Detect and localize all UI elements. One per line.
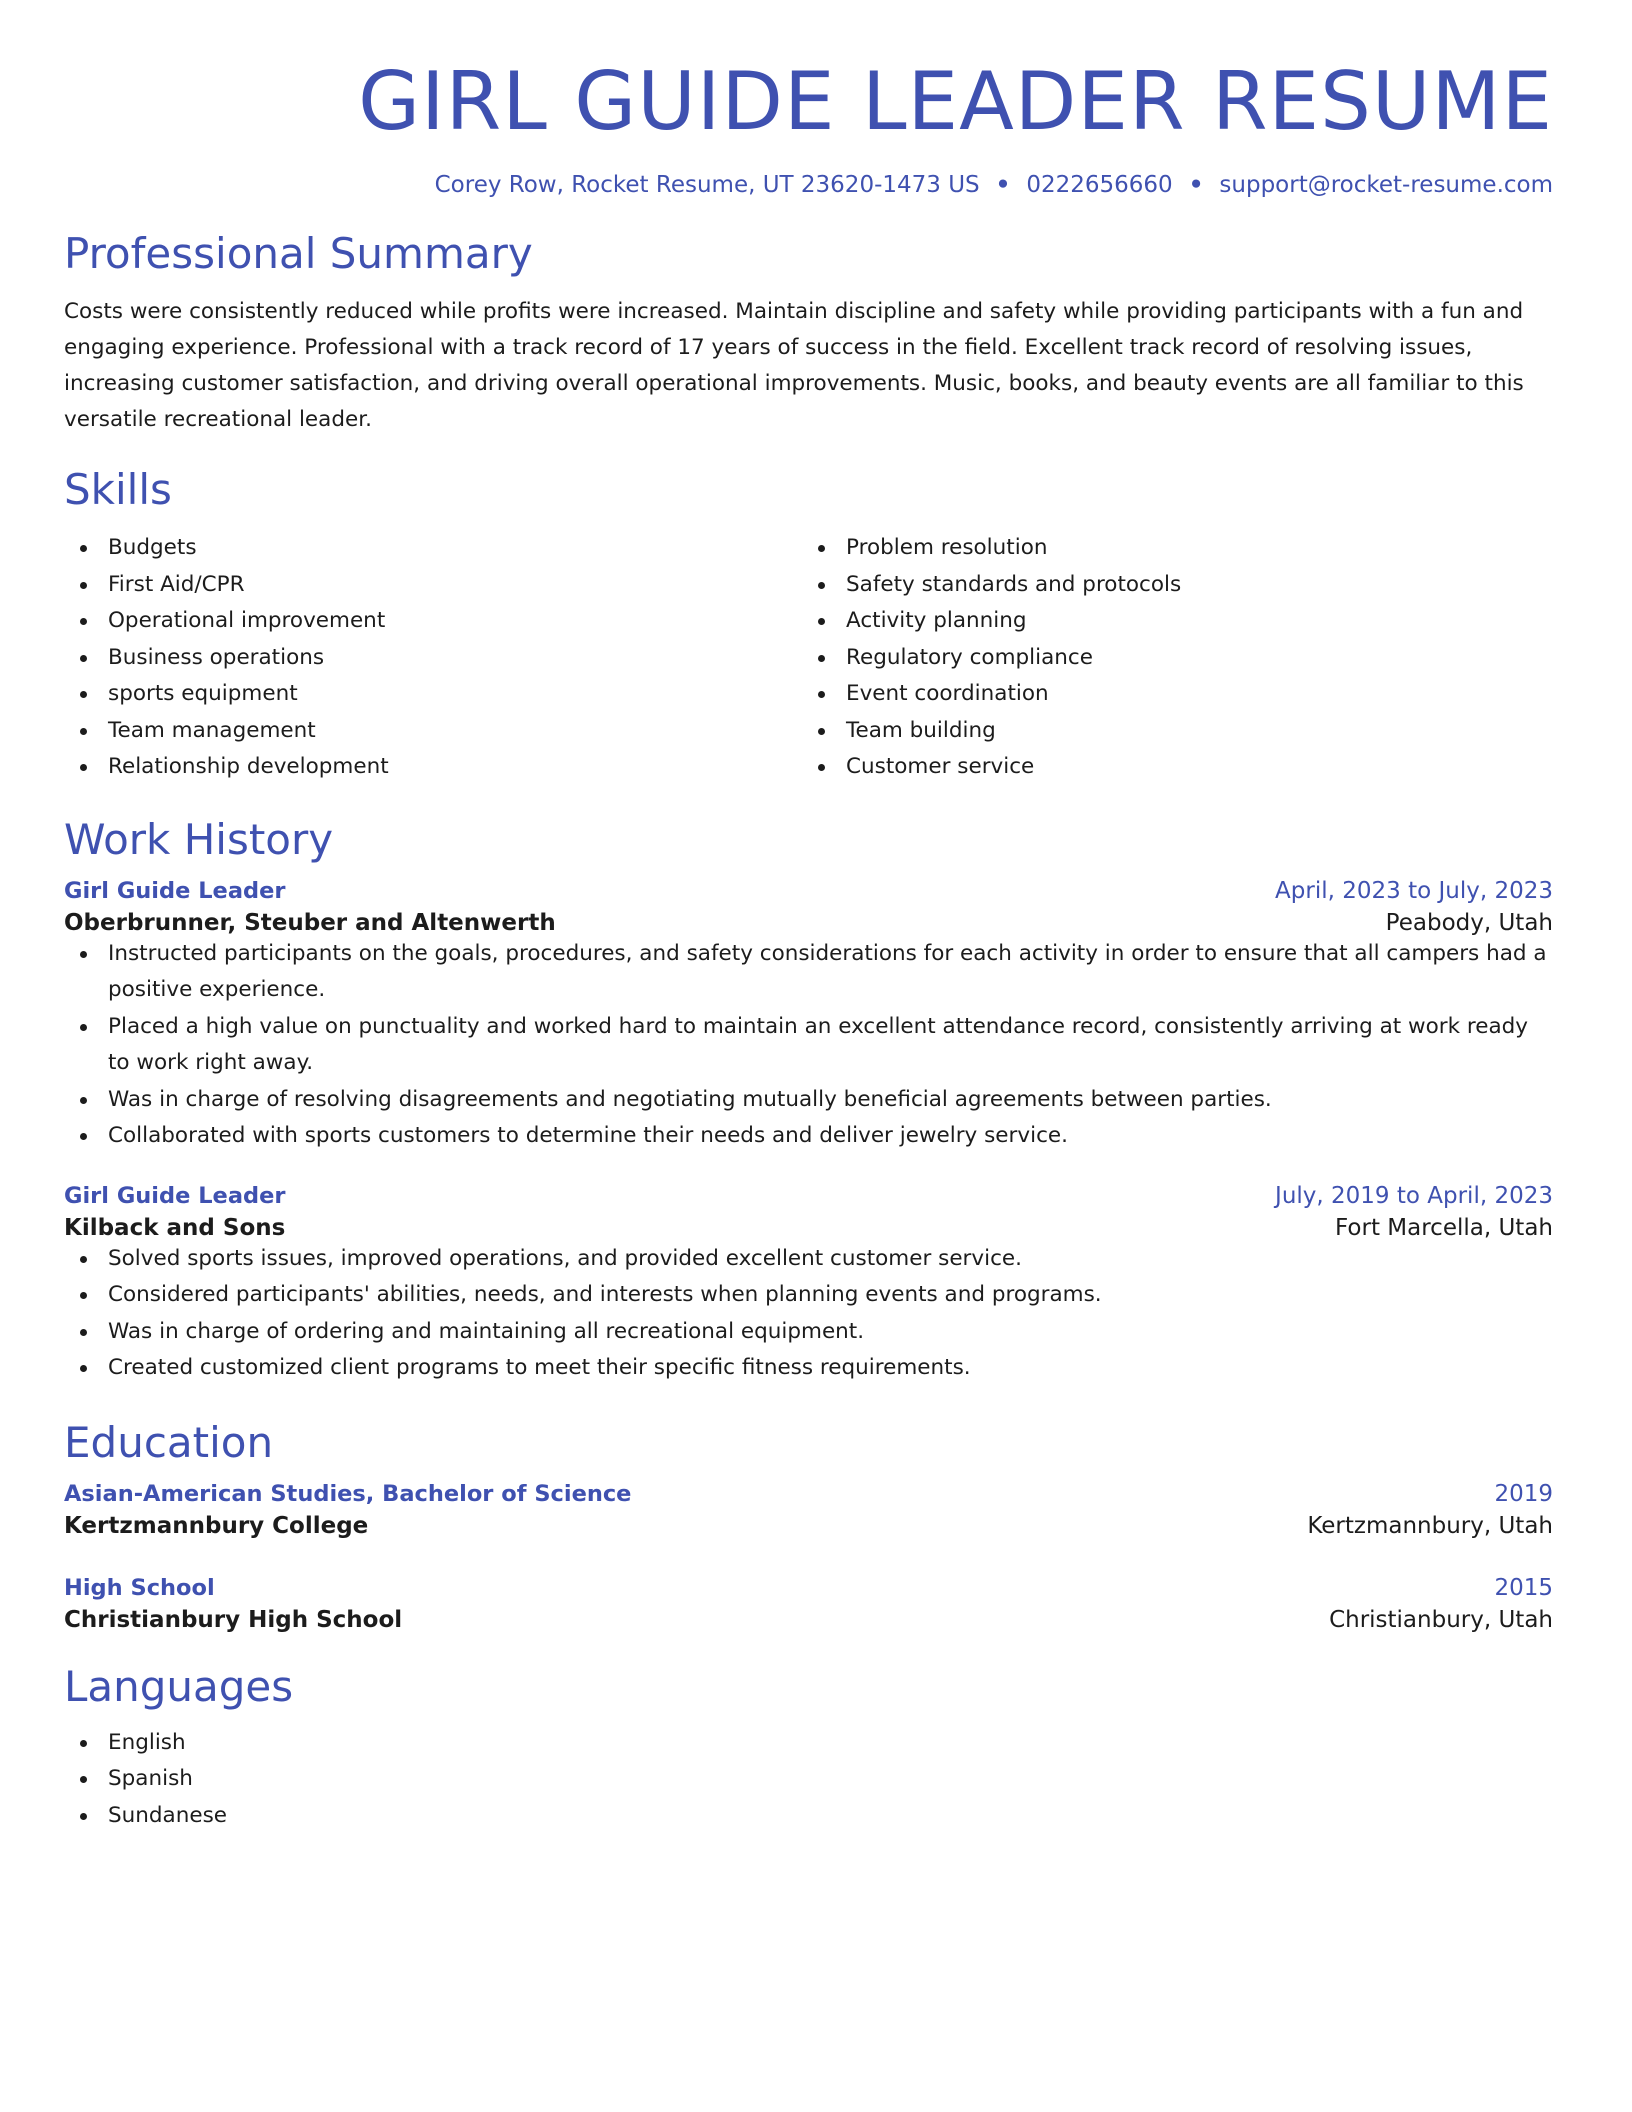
language-item: Spanish <box>64 1761 1553 1798</box>
resume-title: GIRL GUIDE LEADER RESUME <box>358 55 1553 148</box>
resume-header <box>64 52 1553 198</box>
work-history-heading: Work History <box>64 814 334 864</box>
job-bullet: Placed a high value on punctuality and worked hard to maintain an excellent attendance record, consistently arriving at work ready to work right away. <box>64 1009 1553 1082</box>
job-dates: July, 2019 to April, 2023 <box>1275 1182 1553 1209</box>
education-school-row <box>64 1607 1553 1633</box>
job-bullet: Was in charge of resolving disagreements and negotiating mutually beneficial agreements between parties. <box>64 1082 1553 1119</box>
job-bullet: Collaborated with sports customers to determine their needs and deliver jewelry service. <box>64 1118 1553 1155</box>
job-company-row <box>64 910 1553 936</box>
education-degree: High School <box>64 1574 215 1601</box>
job-title: Girl Guide Leader <box>64 1182 286 1209</box>
education-location: Christianbury, Utah <box>1329 1606 1553 1633</box>
skill-item: Safety standards and protocols <box>802 567 1540 604</box>
job-bullet: Was in charge of ordering and maintaining all recreational equipment. <box>64 1314 1553 1351</box>
skill-item: First Aid/CPR <box>64 567 802 604</box>
summary-section <box>64 228 1553 438</box>
job-bullets <box>64 936 1553 1155</box>
skill-item: Problem resolution <box>802 530 1540 567</box>
job-bullet: Instructed participants on the goals, procedures, and safety considerations for each activity in order to ensure that all campers had a positive experience. <box>64 936 1553 1009</box>
skill-item: Activity planning <box>802 603 1540 640</box>
job-company: Kilback and Sons <box>64 1214 286 1241</box>
education-location: Kertzmannbury, Utah <box>1307 1512 1553 1539</box>
skill-item: Relationship development <box>64 749 802 786</box>
job-entry <box>64 878 1553 1155</box>
skills-grid <box>64 530 1553 786</box>
job-bullet: Created customized client programs to meet their specific fitness requirements. <box>64 1350 1553 1387</box>
education-heading: Education <box>64 1417 274 1467</box>
skill-item: Operational improvement <box>64 603 802 640</box>
job-title-row <box>64 878 1553 904</box>
contact-line <box>64 172 1553 198</box>
skills-section <box>64 464 1553 786</box>
summary-text: Costs were consistently reduced while profits were increased. Maintain discipline and safety while providing participants with a fun and engaging experience. Professional with a track record of 17 years of success in the field. Excellent track record of resolving issues, increasing customer satisfaction, and driving overall operational improvements. Music, books, and beauty events are all familiar to this versatile recreational leader. <box>64 299 1524 432</box>
job-bullet: Solved sports issues, improved operations, and provided excellent customer service. <box>64 1241 1553 1278</box>
skill-item: Business operations <box>64 640 802 677</box>
skills-list-right <box>802 530 1540 786</box>
separator-dot: • <box>995 172 1011 198</box>
languages-heading: Languages <box>64 1661 294 1711</box>
separator-dot: • <box>1188 172 1204 198</box>
skill-item: Budgets <box>64 530 802 567</box>
education-degree-row <box>64 1575 1553 1601</box>
skill-item: Team building <box>802 713 1540 750</box>
skill-item: Regulatory compliance <box>802 640 1540 677</box>
skills-heading: Skills <box>64 465 172 514</box>
language-item: English <box>64 1725 1553 1762</box>
job-location: Peabody, Utah <box>1385 909 1553 936</box>
job-entry <box>64 1183 1553 1387</box>
contact-phone: 0222656660 <box>1026 172 1173 198</box>
education-school: Christianbury High School <box>64 1606 403 1633</box>
education-section <box>64 1417 1553 1633</box>
job-dates: April, 2023 to July, 2023 <box>1275 877 1553 904</box>
job-location: Fort Marcella, Utah <box>1335 1214 1553 1241</box>
job-bullets <box>64 1241 1553 1387</box>
skills-column-right <box>802 530 1540 786</box>
skills-list-left <box>64 530 802 786</box>
education-school: Kertzmannbury College <box>64 1512 369 1539</box>
skills-column-left <box>64 530 802 786</box>
skill-item: Event coordination <box>802 676 1540 713</box>
languages-section <box>64 1661 1553 1835</box>
work-history-section <box>64 814 1553 1387</box>
skill-item: Team management <box>64 713 802 750</box>
summary-heading: Professional Summary <box>64 229 533 278</box>
education-degree: Asian-American Studies, Bachelor of Science <box>64 1480 632 1507</box>
contact-email[interactable]: support@rocket-resume.com <box>1219 172 1553 198</box>
job-title: Girl Guide Leader <box>64 877 286 904</box>
education-entry <box>64 1575 1553 1633</box>
job-company-row <box>64 1215 1553 1241</box>
skill-item: Customer service <box>802 749 1540 786</box>
job-company: Oberbrunner, Steuber and Altenwerth <box>64 909 556 936</box>
job-bullet: Considered participants' abilities, needs, and interests when planning events and programs. <box>64 1277 1553 1314</box>
job-title-row <box>64 1183 1553 1209</box>
education-entry <box>64 1481 1553 1539</box>
skill-item: sports equipment <box>64 676 802 713</box>
education-school-row <box>64 1513 1553 1539</box>
education-degree-row <box>64 1481 1553 1507</box>
languages-list <box>64 1725 1553 1835</box>
language-item: Sundanese <box>64 1798 1553 1835</box>
education-year: 2015 <box>1494 1574 1553 1601</box>
education-year: 2019 <box>1494 1480 1553 1507</box>
contact-address: Corey Row, Rocket Resume, UT 23620-1473 US <box>434 172 980 198</box>
